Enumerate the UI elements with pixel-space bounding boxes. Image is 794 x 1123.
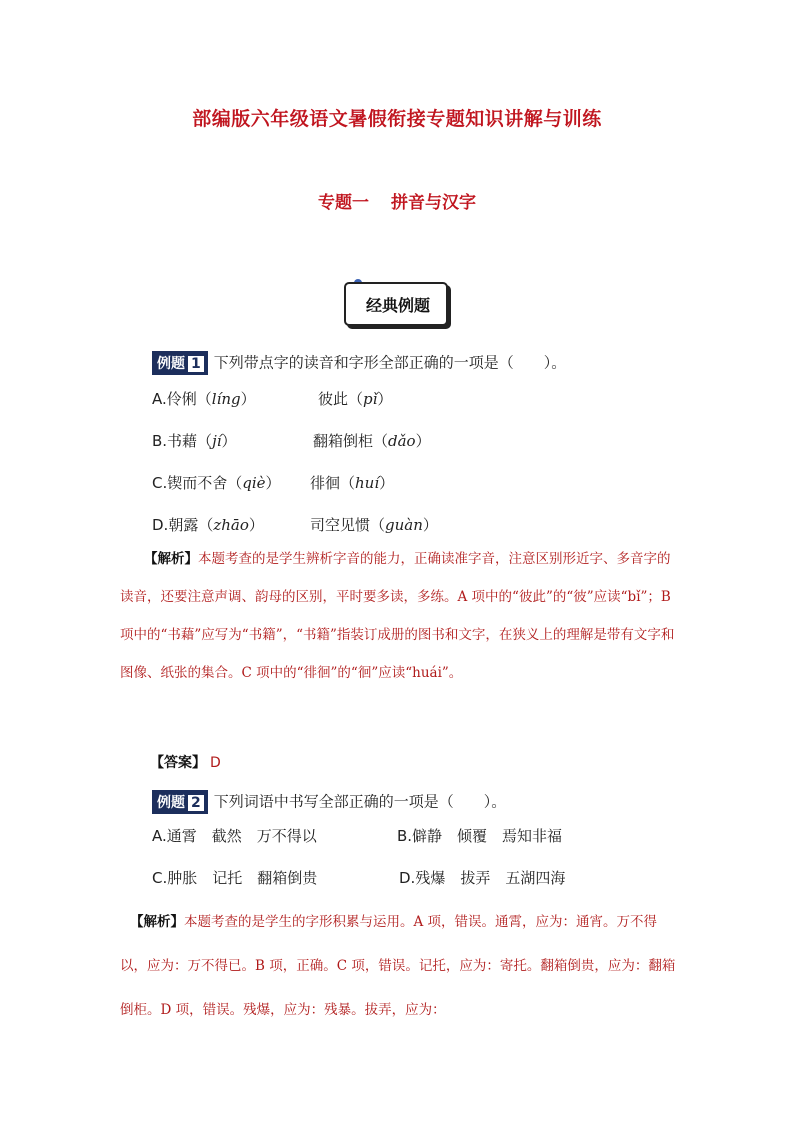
option-a-1: A.伶俐（líng） — [152, 390, 256, 408]
answer-value: D — [210, 755, 221, 771]
analysis-text: 本题考查的是学生辨析字音的能力，正确读准字音，注意区别形近字、多音字的读音，还要注意声调、韵母的区别，平时要多读，多练。A 项中的“彼此”的“彼”应读“bǐ”；B 项中的“书藉”应写为“书籍”，“书籍”指装订成册的图书和文字，在狭义上的理解是带有文字和图像、纸张的集合。C 项中的“徘徊”的“徊”应读“huái”。 — [120, 551, 675, 681]
option-c: C.肿胀 记托 翻箱倒贵 — [152, 869, 318, 887]
option-c-1: C.锲而不舍（qiè） — [152, 474, 281, 492]
option-d-2: 司空见惯（guàn） — [310, 516, 438, 534]
answer-label: 【答案】 — [150, 755, 206, 771]
document-title: 部编版六年级语文暑假衔接专题知识讲解与训练 — [192, 108, 602, 130]
option-d-1: D.朝露（zhāo） — [152, 516, 264, 534]
option-c-2: 徘徊（huí） — [310, 474, 395, 492]
analysis-text: 本题考查的是学生的字形积累与运用。A 项，错误。通霄，应为：通宵。万不得以，应为：万不得已。B 项，正确。C 项，错误。记托，应为：寄托。翻箱倒贵，应为：翻箱倒柜。D 项，错误。残爆，应为：残暴。拔弄，应为： — [120, 914, 676, 1018]
example-tag-label: 例题 — [157, 795, 185, 811]
example2-analysis — [120, 900, 680, 1032]
option-b-2: 翻箱倒柜（dǎo） — [313, 432, 431, 450]
analysis-label: 【解析】 — [144, 551, 198, 567]
option-b-1: B.书藉（jí） — [152, 432, 237, 450]
option-d: D.残爆 拔弄 五湖四海 — [399, 869, 566, 887]
example1-badge — [152, 351, 208, 375]
example1-analysis — [120, 540, 680, 692]
banner-frame — [344, 282, 448, 326]
option-a: A.通霄 截然 万不得以 — [152, 827, 317, 845]
question-text: 下列带点字的读音和字形全部正确的一项是（ ）。 — [213, 353, 567, 372]
classic-examples-banner — [340, 277, 452, 327]
example1-question — [152, 351, 566, 375]
analysis-label: 【解析】 — [130, 914, 184, 930]
section-part: 专题一 — [318, 193, 369, 213]
section-topic: 拼音与汉字 — [391, 193, 476, 213]
example2-badge — [152, 790, 208, 814]
section-heading — [0, 188, 794, 213]
example-tag-label: 例题 — [157, 356, 185, 372]
example-number: 1 — [188, 356, 204, 372]
option-b: B.僻静 倾覆 焉知非福 — [397, 827, 563, 845]
example-number: 2 — [188, 795, 204, 811]
example2-question — [152, 790, 506, 814]
example1-answer — [150, 752, 221, 772]
option-a-2: 彼此（pǐ） — [318, 390, 393, 408]
banner-label: 经典例题 — [365, 296, 430, 315]
question-text: 下列词语中书写全部正确的一项是（ ）。 — [213, 792, 507, 811]
